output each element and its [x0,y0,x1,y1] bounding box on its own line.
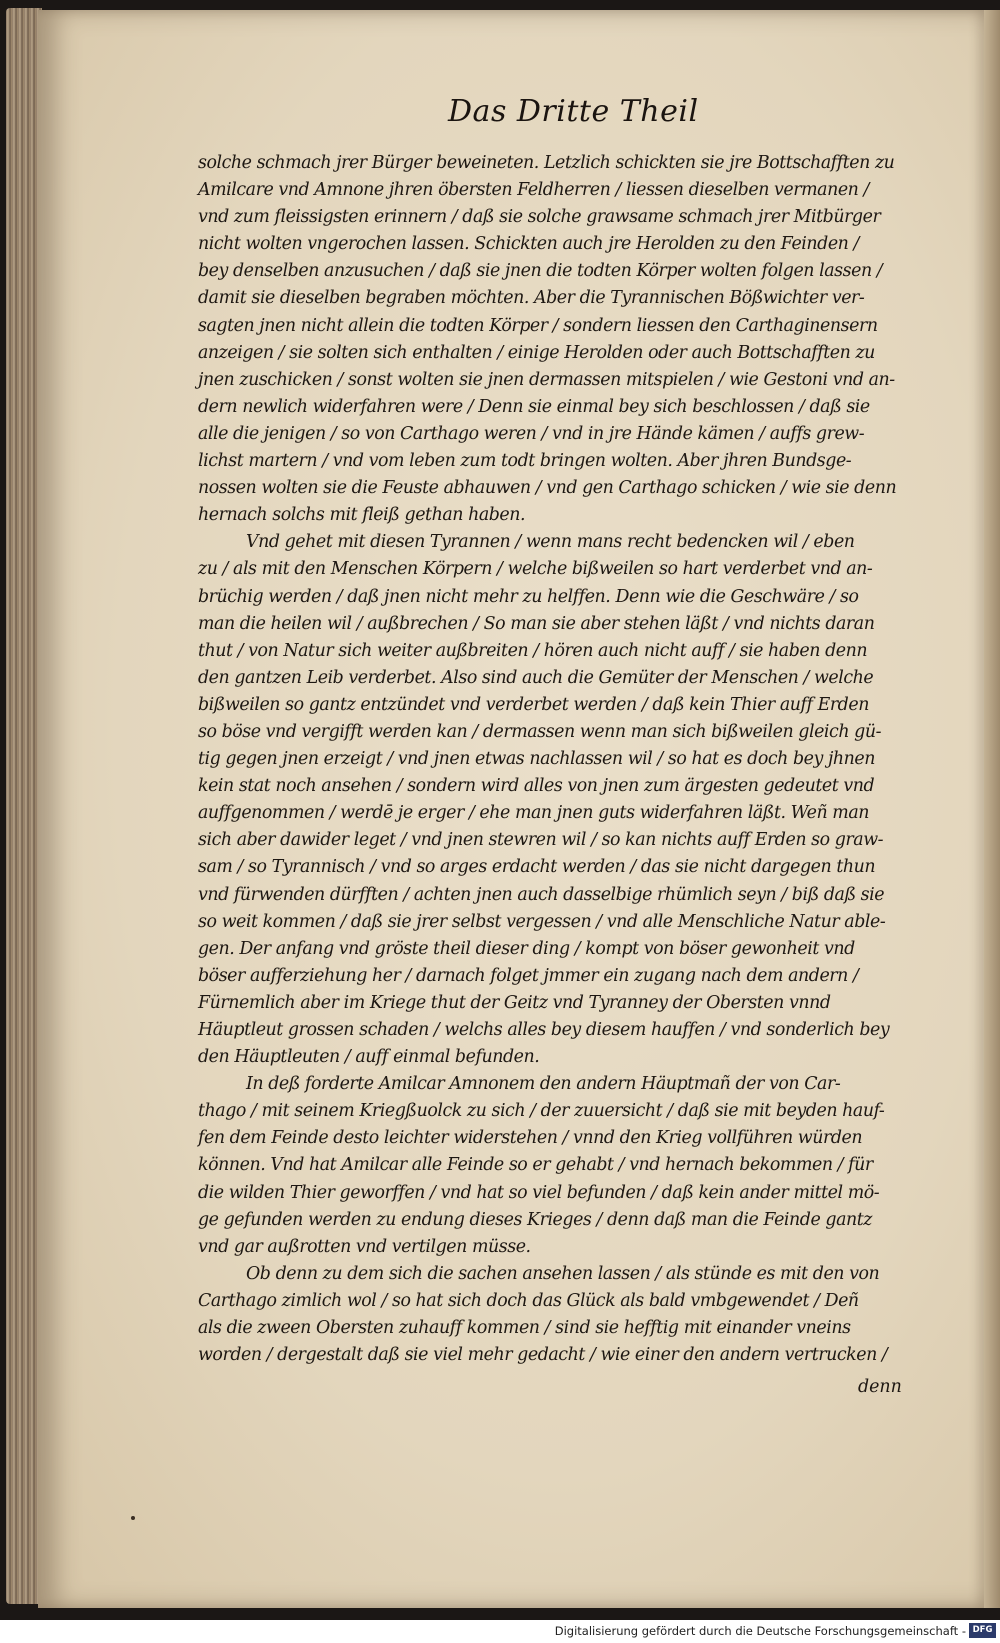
text-line: zu / als mit den Menschen Körpern / welche bißweilen so hart verderbet vnd an- [198,559,873,580]
text-line: Amilcare vnd Amnone jhren öbersten Feldherren / liessen dieselben vermanen / [198,180,869,201]
text-line: böser aufferziehung her / darnach folget jmmer ein zugang nach dem andern / [198,965,859,986]
book-page-edges [6,8,42,1604]
text-line: als die zween Obersten zuhauff kommen / sind sie hefftig mit einander vneins [198,1318,851,1339]
text-line: den Häuptleuten / auff einmal befunden. [198,1047,540,1068]
body-text [198,150,914,1369]
footer-credit: Digitalisierung gefördert durch die Deutsche Forschungsgemeinschaft - [554,1624,966,1638]
text-line: tig gegen jnen erzeigt / vnd jnen etwas nachlassen wil / so hat es doch bey jhnen [198,749,876,770]
text-line: auffgenommen / werdē je erger / ehe man jnen guts widerfahren läßt. Weñ man [198,803,870,824]
ink-speck [131,1516,135,1520]
text-line: kein stat noch ansehen / sondern wird alles von jnen zum ärgesten gedeutet vnd [198,776,875,797]
text-line: sam / so Tyrannisch / vnd so arges erdacht werden / das sie nicht dargegen thun [198,857,876,878]
footer-bar [0,1620,1000,1643]
catchword: denn [858,1377,902,1397]
running-header: Das Dritte Theil [448,94,699,129]
text-line: die wilden Thier geworffen / vnd hat so viel befunden / daß kein ander mittel mö- [198,1182,880,1203]
text-line: können. Vnd hat Amilcar alle Feinde so er gehabt / vnd hernach bekommen / für [198,1155,873,1176]
text-line: In deß forderte Amilcar Amnonem den andern Häuptmañ der von Car- [246,1074,841,1095]
text-line: bey denselben anzusuchen / daß sie jnen die todten Körper wolten folgen lassen / [198,261,883,282]
text-line: fen dem Feinde desto leichter widerstehen / vnnd den Krieg vollführen würden [198,1128,863,1149]
text-line: sich aber dawider leget / vnd jnen stewren wil / so kan nichts auff Erden so graw- [198,830,884,851]
text-line: Carthago zimlich wol / so hat sich doch das Glück als bald vmbgewendet / Deñ [198,1290,859,1311]
text-line: so weit kommen / daß sie jrer selbst vergessen / vnd alle Menschliche Natur able- [198,911,886,932]
text-line: worden / dergestalt daß sie viel mehr gedacht / wie einer den andern vertrucken / [198,1345,888,1366]
text-line: solche schmach jrer Bürger beweineten. Letzlich schickten sie jre Bottschafften zu [198,153,895,173]
text-line: so böse vnd vergifft werden kan / dermassen wenn man sich bißweilen gleich gü- [198,721,882,742]
text-line: bißweilen so gantz entzündet vnd verderbet werden / daß kein Thier auff Erden [198,694,869,715]
text-line: man die heilen wil / außbrechen / So man sie aber stehen läßt / vnd nichts daran [198,613,875,634]
text-line: damit sie dieselben begraben möchten. Aber die Tyrannischen Bößwichter ver- [198,288,865,309]
text-line: den gantzen Leib verderbet. Also sind auch die Gemüter der Menschen / welche [198,667,874,688]
text-line: Vnd gehet mit diesen Tyrannen / wenn mans recht bedencken wil / eben [246,532,855,553]
text-line: thut / von Natur sich weiter außbreiten / hören auch nicht auff / sie haben denn [198,640,868,661]
text-line: Fürnemlich aber im Kriege thut der Geitz vnd Tyranney der Obersten vnnd [198,992,831,1013]
text-line: Häuptleut grossen schaden / welchs alles bey diesem hauffen / vnd sonderlich bey [198,1020,890,1040]
text-line: thago / mit seinem Kriegßuolck zu sich / der zuuersicht / daß sie mit beyden hauf- [198,1101,885,1122]
text-line: nicht wolten vngerochen lassen. Schickten auch jre Herolden zu den Feinden / [198,234,859,255]
text-line: lichst martern / vnd vom leben zum todt bringen wolten. Aber jhren Bundsge- [198,451,852,472]
text-line: gen. Der anfang vnd gröste theil dieser ding / kompt von böser gewonheit vnd [198,938,855,959]
text-line: vnd gar außrotten vnd vertilgen müsse. [198,1236,531,1257]
text-line: ge gefunden werden zu endung dieses Krieges / denn daß man die Feinde gantz [198,1209,872,1230]
text-line: jnen zuschicken / sonst wolten sie jnen dermassen mitspielen / wie Gestoni vnd an- [198,369,895,390]
book-right-edge [982,10,1000,1608]
text-line: anzeigen / sie solten sich enthalten / einige Herolden oder auch Bottschafften zu [198,342,875,363]
text-line: nossen wolten sie die Feuste abhauwen / vnd gen Carthago schicken / wie sie denn [198,478,897,499]
text-line: Ob denn zu dem sich die sachen ansehen lassen / als stünde es mit den von [246,1263,880,1284]
text-line: alle die jenigen / so von Carthago weren / vnd in jre Hände kämen / auffs grew- [198,423,865,444]
text-line: sagten jnen nicht allein die todten Körper / sondern liessen den Carthaginensern [198,315,878,336]
text-line: vnd fürwenden dürfften / achten jnen auch dasselbige rhümlich seyn / biß daß sie [198,884,885,905]
text-line: vnd zum fleissigsten erinnern / daß sie solche grawsame schmach jrer Mitbürger [198,207,881,228]
dfg-logo: DFG [969,1623,996,1638]
text-line: dern newlich widerfahren were / Denn sie einmal bey sich beschlossen / daß sie [198,396,870,417]
text-line: hernach solchs mit fleiß gethan haben. [198,505,526,526]
text-line: brüchig werden / daß jnen nicht mehr zu helffen. Denn wie die Geschwäre / so [198,586,859,607]
